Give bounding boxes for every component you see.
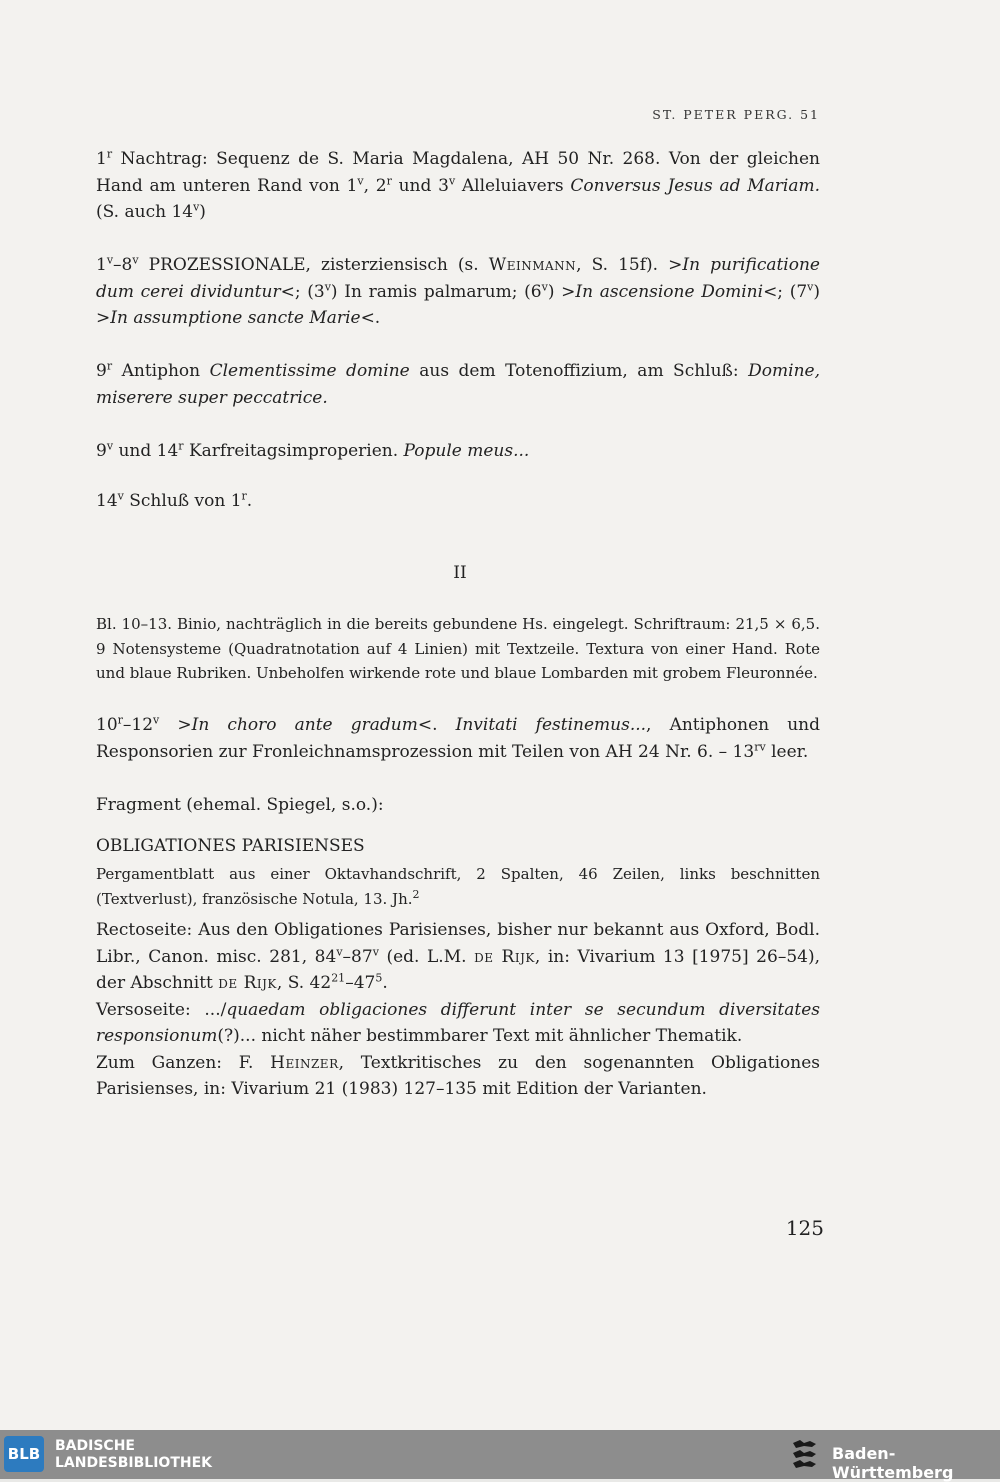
folio-superscript: r bbox=[117, 713, 123, 727]
text-run: 10 bbox=[96, 715, 118, 735]
text-run: aus dem Totenoffizium, am Schluß: bbox=[409, 361, 749, 381]
author-name: Weinmann bbox=[488, 255, 577, 275]
entry-antiphon bbox=[96, 358, 820, 411]
folio-superscript: r bbox=[241, 489, 247, 503]
entry-fronleichnam bbox=[96, 712, 820, 765]
footer-bar bbox=[0, 1430, 1000, 1482]
text-run: , S. 15f). > bbox=[576, 255, 683, 275]
folio-superscript: v bbox=[153, 713, 160, 727]
italic-run: In choro ante gradum bbox=[191, 715, 418, 735]
text-run: <. bbox=[417, 715, 456, 735]
folio-superscript: r bbox=[178, 439, 184, 453]
text-run: –12 bbox=[122, 715, 154, 735]
text-run: –47 bbox=[345, 973, 376, 993]
text-run: . bbox=[382, 973, 388, 993]
folio-superscript: v bbox=[193, 200, 200, 214]
text-run: (S. auch 14 bbox=[96, 202, 194, 222]
library-name-line2: LANDESBIBLIOTHEK bbox=[55, 1455, 213, 1471]
author-name: de Rijk bbox=[474, 946, 535, 967]
fragment-contents bbox=[96, 917, 820, 1103]
italic-run: Invitati festinemus... bbox=[455, 715, 647, 735]
text-run: (?)... nicht näher bestimmbarer Text mit ähnlicher Thematik. bbox=[217, 1026, 743, 1046]
folio-superscript: v bbox=[336, 944, 343, 958]
text-run: <. bbox=[360, 308, 381, 328]
entry-prozessionale bbox=[96, 252, 820, 332]
library-name[interactable] bbox=[55, 1438, 212, 1472]
fragment-description bbox=[96, 862, 820, 911]
text-run: 14 bbox=[96, 491, 118, 511]
author-name: Heinzer bbox=[270, 1052, 339, 1073]
folio-superscript: v bbox=[117, 489, 124, 503]
entry-karfreitag bbox=[96, 438, 820, 465]
folio-superscript: v bbox=[448, 173, 456, 187]
italic-run: In purificatione dum cerei dividuntur bbox=[96, 255, 820, 302]
folio-superscript: r bbox=[386, 173, 392, 187]
folio-superscript: v bbox=[807, 279, 814, 293]
state-name[interactable]: Baden-Württemberg bbox=[832, 1444, 954, 1482]
italic-run: Popule meus... bbox=[403, 441, 530, 461]
text-run: Antiphon bbox=[112, 361, 210, 381]
folio-superscript: r bbox=[106, 147, 113, 161]
folio-superscript: v bbox=[132, 253, 139, 267]
italic-run: In assumptione sancte Marie bbox=[110, 308, 361, 328]
text-run: Pergamentblatt aus einer Oktavhandschrift, 2 Spalten, 46 Zeilen, links beschnitten (Textverlust), französische Notula, 13. Jh. bbox=[96, 865, 820, 908]
text-run: ) > bbox=[547, 281, 576, 302]
text-run: , in: Vivarium 13 [1975] 26–54), der Abschnitt bbox=[96, 946, 820, 993]
text-run: Karfreitagsimproperien. bbox=[183, 441, 404, 461]
running-head: ST. PETER PERG. 51 bbox=[652, 107, 820, 122]
italic-run: Domine, miserere super peccatrice. bbox=[96, 361, 820, 408]
text-run: Fragment (ehemal. Spiegel, s.o.): bbox=[96, 795, 384, 815]
text-run: 1 bbox=[96, 255, 107, 275]
text-run: Zum Ganzen: F. bbox=[96, 1052, 271, 1073]
fragment-heading bbox=[96, 792, 820, 819]
italic-run: quaedam obligaciones differunt inter se secundum diversitates responsionum bbox=[96, 999, 821, 1046]
section-number: II bbox=[453, 563, 467, 583]
text-run: OBLIGATIONES PARISIENSES bbox=[96, 836, 365, 856]
text-run: leer. bbox=[765, 741, 809, 762]
text-run: Bl. 10–13. Binio, nachträglich in die bereits gebundene Hs. eingelegt. Schriftraum: 21,5 × 6,5. 9 Notensysteme (Quadratnotation auf 4 Linien) mit Textzeile. Textura von einer Hand. Rote und blaue Rubriken. Unbeholfen wirkende rote und blaue Lombarden mit grobem Fleuronnée. bbox=[96, 615, 820, 682]
text-run: , Antiphonen und Responsorien zur Fronleichnamsprozession mit Teilen von AH 24 Nr. 6. – 13 bbox=[96, 715, 821, 762]
folio-superscript: v bbox=[106, 439, 114, 453]
text-run: Schluß von 1 bbox=[123, 491, 242, 511]
folio-superscript: v bbox=[357, 173, 364, 187]
obligationes-title bbox=[96, 833, 820, 860]
folio-superscript: 21 bbox=[331, 971, 346, 985]
folio-superscript: v bbox=[372, 944, 379, 958]
text-run: 9 bbox=[96, 441, 107, 461]
text-run: <; (7 bbox=[763, 281, 808, 302]
codicology-description bbox=[96, 612, 820, 686]
folio-superscript: v bbox=[541, 279, 548, 293]
italic-run: Conversus Jesus ad Mariam. bbox=[570, 175, 820, 196]
text-run: –87 bbox=[342, 946, 373, 967]
entry-nachtrag bbox=[96, 146, 820, 226]
text-run: Rectoseite: Aus den Obligationes Parisienses, bisher nur bekannt aus Oxford, Bodl. Libr., Canon. misc. 281, 84 bbox=[96, 920, 820, 967]
folio-superscript: rv bbox=[754, 739, 766, 753]
text-run: , Textkritisches zu den sogenannten Obligationes Parisienses, in: Vivarium 21 (1983) 127–135 mit Edition der Varianten. bbox=[96, 1052, 820, 1099]
italic-run: Clementissime domine bbox=[209, 361, 410, 381]
text-run: , S. 42 bbox=[276, 973, 332, 993]
library-name-line1: BADISCHE bbox=[55, 1438, 135, 1454]
text-run: <; (3 bbox=[280, 281, 325, 302]
baden-wuerttemberg-lions-icon[interactable] bbox=[790, 1437, 824, 1471]
text-run: . bbox=[246, 491, 253, 511]
folio-superscript: 5 bbox=[375, 971, 383, 985]
text-run: PROZESSIONALE, zisterziensisch (s. bbox=[138, 255, 489, 275]
text-run: > bbox=[159, 715, 192, 735]
text-run: Nachtrag: Sequenz de S. Maria Magdalena, AH 50 Nr. 268. Von der gleichen Hand am unteren Rand von 1 bbox=[96, 149, 820, 196]
text-run: 9 bbox=[96, 361, 107, 381]
text-run: Versoseite: .../ bbox=[96, 999, 227, 1020]
folio-superscript: v bbox=[324, 279, 331, 293]
folio-superscript: r bbox=[106, 359, 113, 373]
page-number: 125 bbox=[785, 1216, 824, 1240]
text-run: und 3 bbox=[391, 175, 449, 196]
italic-run: In ascensione Domini bbox=[575, 281, 764, 302]
folio-superscript: v bbox=[106, 253, 114, 267]
text-run: und 14 bbox=[113, 441, 179, 461]
text-run: ) > bbox=[96, 281, 821, 328]
blb-logo-icon[interactable]: BLB bbox=[4, 1436, 44, 1472]
text-run: (ed. L.M. bbox=[378, 946, 475, 967]
text-run: –8 bbox=[113, 255, 133, 275]
text-run: , 2 bbox=[363, 175, 387, 196]
text-run: ) bbox=[199, 202, 206, 222]
author-name: de Rijk bbox=[218, 973, 277, 993]
entry-schluss bbox=[96, 488, 820, 515]
text-run: ) In ramis palmarum; (6 bbox=[330, 281, 542, 302]
folio-superscript: 2 bbox=[412, 887, 420, 901]
text-run: Alleluiavers bbox=[455, 175, 571, 196]
text-run: 1 bbox=[96, 149, 107, 169]
